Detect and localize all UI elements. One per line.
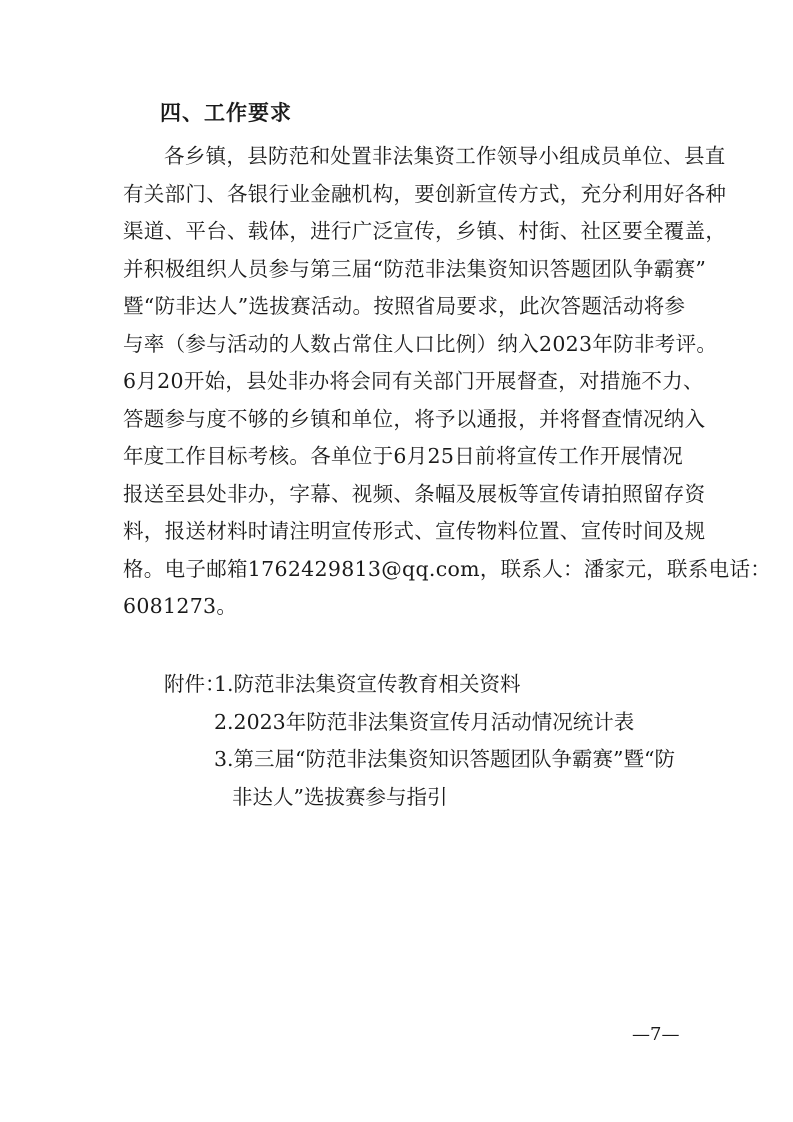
paragraph-line: 年度工作目标考核。各单位于6月25日前将宣传工作开展情况 [123,444,684,468]
paragraph-line: 料，报送材料时请注明宣传形式、宣传物料位置、宣传时间及规 [123,519,706,543]
paragraph-line: 有关部门、各银行业金融机构，要创新宣传方式，充分利用好各种 [123,181,727,206]
paragraph-line: 各乡镇，县防范和处置非法集资工作领导小组成员单位、县直 [164,144,726,168]
attachment-item: 1.防范非法集资宣传教育相关资料 [214,672,521,696]
attachment-item: 3.第三届“防范非法集资知识答题团队争霸赛”暨“防 [214,747,675,771]
attachment-item: 2.2023年防范非法集资宣传月活动情况统计表 [214,709,635,734]
paragraph-line: 6081273。 [123,594,238,618]
paragraph-line: 报送至县处非办，字幕、视频、条幅及展板等宣传请拍照留存资 [123,481,706,506]
page-number: —7— [632,1024,680,1045]
paragraph-line: 答题参与度不够的乡镇和单位，将予以通报，并将督查情况纳入 [123,406,706,431]
section-heading: 四、工作要求 [160,101,292,125]
paragraph-line: 格。电子邮箱1762429813@qq.com，联系人：潘家元，联系电话： [123,556,772,581]
attachment-item-continuation: 非达人”选拔赛参与指引 [232,784,448,809]
paragraph-line: 暨“防非达人”选拔赛活动。按照省局要求，此次答题活动将参 [123,294,686,318]
body-paragraph [123,138,772,626]
paragraph-line: 渠道、平台、载体，进行广泛宣传，乡镇、村街、社区要全覆盖， [123,219,727,243]
paragraph-line: 6月20开始，县处非办将会同有关部门开展督查，对措施不力、 [123,369,704,393]
attachments-label: 附件： [164,672,226,696]
paragraph-line: 与率（参与活动的人数占常住人口比例）纳入2023年防非考评。 [123,331,718,356]
paragraph-line: 并积极组织人员参与第三届“防范非法集资知识答题团队争霸赛” [123,256,707,281]
